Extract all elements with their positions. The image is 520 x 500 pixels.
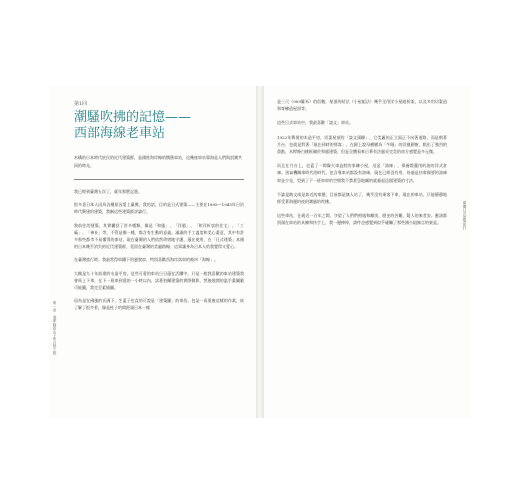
book-gutter	[256, 86, 264, 418]
chapter-title-line1: 潮騷吹拂的記憶——	[74, 110, 192, 125]
left-page	[49, 86, 256, 418]
right-paragraph: 是三尺（909釐米）的倍數，屋頂的結法（小屋組法）幾乎全用洋小屋組析架，以及多用切妻造和寄棟造屋頂等。	[277, 99, 447, 112]
right-paragraph: 不論是踏文或是如近的車趟，目前都是無人站了，幾乎沒有乘客下車，現在的車站，只能靜靜地經受著海邊的夜的潮風的吹拂。	[277, 191, 447, 205]
left-paragraph: 我已經到臺灣五次了，就年那麼記趁。	[74, 189, 142, 194]
chapter-title-line2: 西部海線老車站	[74, 126, 166, 141]
right-page	[264, 86, 471, 418]
left-paragraph: 恨多喜日本人因為各種原因愛上臺灣，我的話，目的是日式建築——主要在1895～1945年日治時代興建的建築，我稱這些建築群評論行。	[74, 202, 244, 215]
right-running-head: 臺灣日式建築旅行	[463, 201, 467, 230]
left-paragraph: 因為是在國風的氏國下，生蓋子也直的可說是「建築圖」的車西，包是一再重複這樣的作業，欲了解了恨多景，像是柱子的間距頭日本一樣	[74, 298, 244, 311]
right-content	[277, 98, 447, 234]
right-paragraph: 這些日式車站中，我最喜歡「談文」車站。	[277, 120, 353, 126]
left-paragraph: 大概是九十年前建的水造平房，這些可愛的車站日日還在活躍中，只是一般我喜歡的車站建築我會馬上下車，在下一班車到達的一小時以內，試著拍攝建築的實際側影，然後地開的溫手畫圖範可能圖，我完至素描圖。	[74, 270, 244, 291]
section-divider	[74, 179, 244, 180]
left-paragraph: 我前往的建築，其實囊括了許多種類，像是「和風」、「洋風」、「和洋折衷的住宅」、「工廠」、「神社」等，不管是哪一種，都含有生動的意義。滿滿的手工溫度和美心畫意，其中有許多那些都市不易懂得的車站，現在臺灣的人們依然珍惜地守護，還在使用，在「日式建築」本國的日本幾乎消失的近代建築群，竟留在臺灣的美麗路線，這事讓身為日本人的我覺得又愛心。	[74, 222, 244, 250]
chapter-intro: 木構的日本時代庶民的近代建築群，是國姓海岸線的懷舊車站，這幾座車站靠海是人們與浪潮共同的時光。	[74, 155, 242, 168]
left-paragraph: 在臺灣旅行時，我最常得車鐵下的風貌車，特別喜歡西海岸落車的被叫「海線」。	[74, 257, 218, 263]
left-content	[74, 100, 244, 318]
right-paragraph: 1922年興建的木造平房，切妻屋頂的「談文頭驛」，它美麗的正立面正不向著道路，而是朝著月台，包就是對著「現在到時的那客」，在歸上說母橫橫為「牛眼」的洋風圓窗，點出了強烈的重點，木桿條白桃框襯於和風建築，但是全體看來日華有法風采完美的南方感覺是多元微。	[277, 134, 447, 155]
right-paragraph: 這些車站，在歲近一百年之間，守望了人們們相遇和離別，歷史的苦難，疑人的來者安。應該都別頭在車站的具棟和扶手上，我一邊捧掉，訓件也感覺到似乎碰觸了那些國小組無言的東是。	[277, 213, 447, 226]
left-running-head: 第一章 淺夢綠景山下的自然之旅	[53, 301, 57, 355]
right-paragraph: 而且在月台上，也蓋了一間像火車盒般的家練小屋，這是「油庫」，保養燈籠用的油的洋式倉庫。黑氣機關車時代的時代，包含專車站都設有油庫，現在已經沒有用，待過是扶車國要的油庫車並少見，型到了下一班車車的空閒我不禁著急地關的就量起這個建築的寸法。	[277, 163, 447, 183]
chapter-number: 第1回	[74, 101, 88, 107]
